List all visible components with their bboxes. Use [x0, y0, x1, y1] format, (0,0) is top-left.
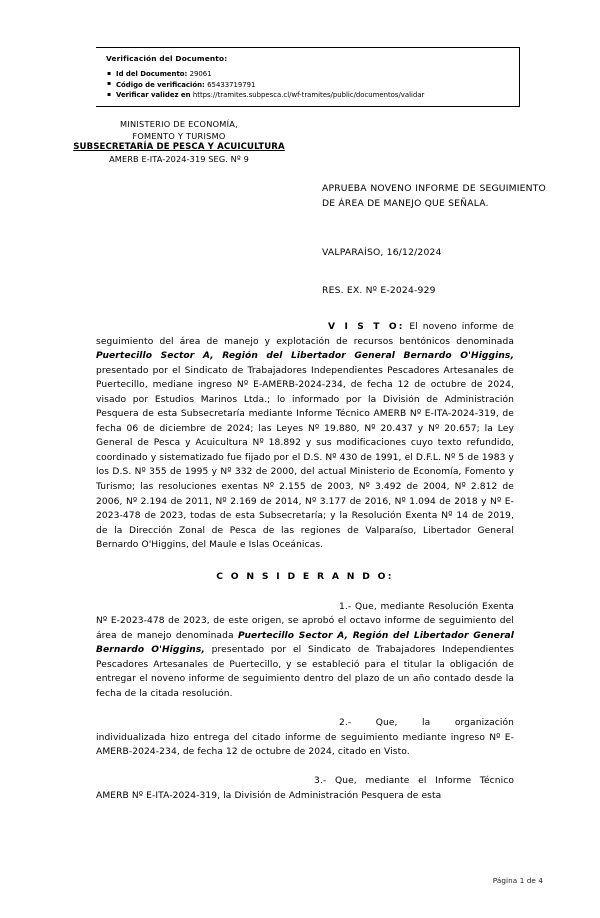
verification-item-document-id [106, 69, 515, 80]
verification-item-label: Id del Documento: [116, 70, 190, 78]
visto-text-part-1: El noveno informe de seguimiento del área de manejo y explotación de recursos bentónicos denominada [96, 322, 514, 347]
considerando-3-text: 3.- Que, mediante el Informe Técnico AMERB Nº E-ITA-2024-319, la División de Administración Pesquera de esta [96, 776, 514, 801]
place-and-date: VALPARAÍSO, 16/12/2024 [322, 247, 442, 258]
considerando-1-text-part-2: presentado por el Sindicato de Trabajadores Independientes Pescadores Artesanales de Puertecillo, y se estableció para el titular la obligación de entregar el noveno informe de seguimiento dentro del plazo de un año contado desde la fecha de la citada resolución. [96, 645, 514, 700]
considerando-item-1 [96, 600, 514, 702]
verification-item-value: 65433719791 [207, 80, 256, 89]
document-verification-box [96, 47, 520, 107]
visto-text-part-2: presentado por el Sindicato de Trabajadores Independientes Pescadores Artesanales de Puertecillo, mediane ingreso Nº E-AMERB-2024-234, de fecha 12 de octubre de 2024, visado por Estudios Marinos Ltda.; lo informado por la División de Administración Pesquera de esta Subsecretaría mediante Informe Técnico AMERB Nº E-ITA-2024-319, de fecha 06 de diciembre de 2024; las Leyes Nº 19.880, Nº 20.437 y Nº 20.657; la Ley General de Pesca y Acuicultura Nº 18.892 y sus modificaciones cuyo texto refundido, coordinado y sistematizado fue fijado por el D.S. Nº 430 de 1991, el D.F.L. Nº 5 de 1983 y los D.S. Nº 355 de 1995 y Nº 332 de 2000, del actual Ministerio de Economía, Fomento y Turismo; las resoluciones exentas Nº 2.155 de 2003, Nº 3.492 de 2004, Nº 2.812 de 2006, Nº 2.194 de 2011, Nº 2.169 de 2014, Nº 3.177 de 2016, Nº 1.094 de 2018 y Nº E-2023-478 de 2023, todas de esta Subsecretaría; y la Resolución Exenta Nº 14 de 2019, de la Dirección Zonal de Pesca de las regiones de Valparaíso, Libertador General Bernardo O'Higgins, del Maule e Islas Oceánicas. [96, 365, 514, 551]
verification-item-url [106, 90, 515, 101]
visto-label: V I S T O: [328, 322, 405, 332]
resolution-number: RES. EX. Nº E-2024-929 [322, 285, 436, 296]
considerando-heading: C O N S I D E R A N D O: [216, 570, 394, 582]
document-body [96, 320, 514, 803]
visto-area-name: Puertecillo Sector A, Región del Libertador General Bernardo O'Higgins, [96, 351, 514, 362]
verification-item-label: Código de verificación: [116, 80, 208, 89]
considerando-item-2 [96, 716, 514, 760]
verification-item-value: 29061 [189, 70, 212, 78]
document-subject: APRUEBA NOVENO INFORME DE SEGUIMIENTO DE ÁREA DE MANEJO QUE SEÑALA. [322, 183, 546, 209]
considerando-item-3 [96, 774, 514, 803]
visto-paragraph [96, 320, 514, 553]
verification-list [106, 69, 515, 101]
page-number-label: Página 1 de 4 [492, 876, 543, 885]
verification-title: Verificación del Documento: [106, 54, 228, 63]
letterhead-file-code: AMERB E-ITA-2024-319 SEG. Nº 9 [109, 153, 249, 164]
letterhead-ministry-line-1: MINISTERIO DE ECONOMÍA, [120, 119, 238, 129]
page-footer [0, 876, 600, 885]
letterhead-ministry-line-2: FOMENTO Y TURISMO [132, 130, 226, 141]
considerando-2-text: 2.- Que, la organización individualizada hizo entrega del citado informe de seguimiento mediante ingreso Nº E-AMERB-2024-234, de fecha 12 de octubre de 2024, citado en Visto. [96, 718, 514, 758]
considerando-1-area-name: Puertecillo Sector A, Región del Libertador General Bernardo O'Higgins, [96, 630, 514, 656]
verification-item-code [106, 80, 515, 91]
considerando-1-text-part-1: 1.- Que, mediante Resolución Exenta Nº E-2023-478 de 2023, de este origen, se aprobó el octavo informe de seguimiento del área de manejo denominada [96, 601, 514, 641]
letterhead-subsecretaria: SUBSECRETARÍA DE PESCA Y ACUICULTURA [73, 142, 285, 153]
verification-url-value: https://tramites.subpesca.cl/wf-tramites/public/documentos/validar [192, 91, 425, 99]
letterhead [44, 119, 314, 165]
verification-item-label: Verificar validez en [116, 91, 193, 99]
